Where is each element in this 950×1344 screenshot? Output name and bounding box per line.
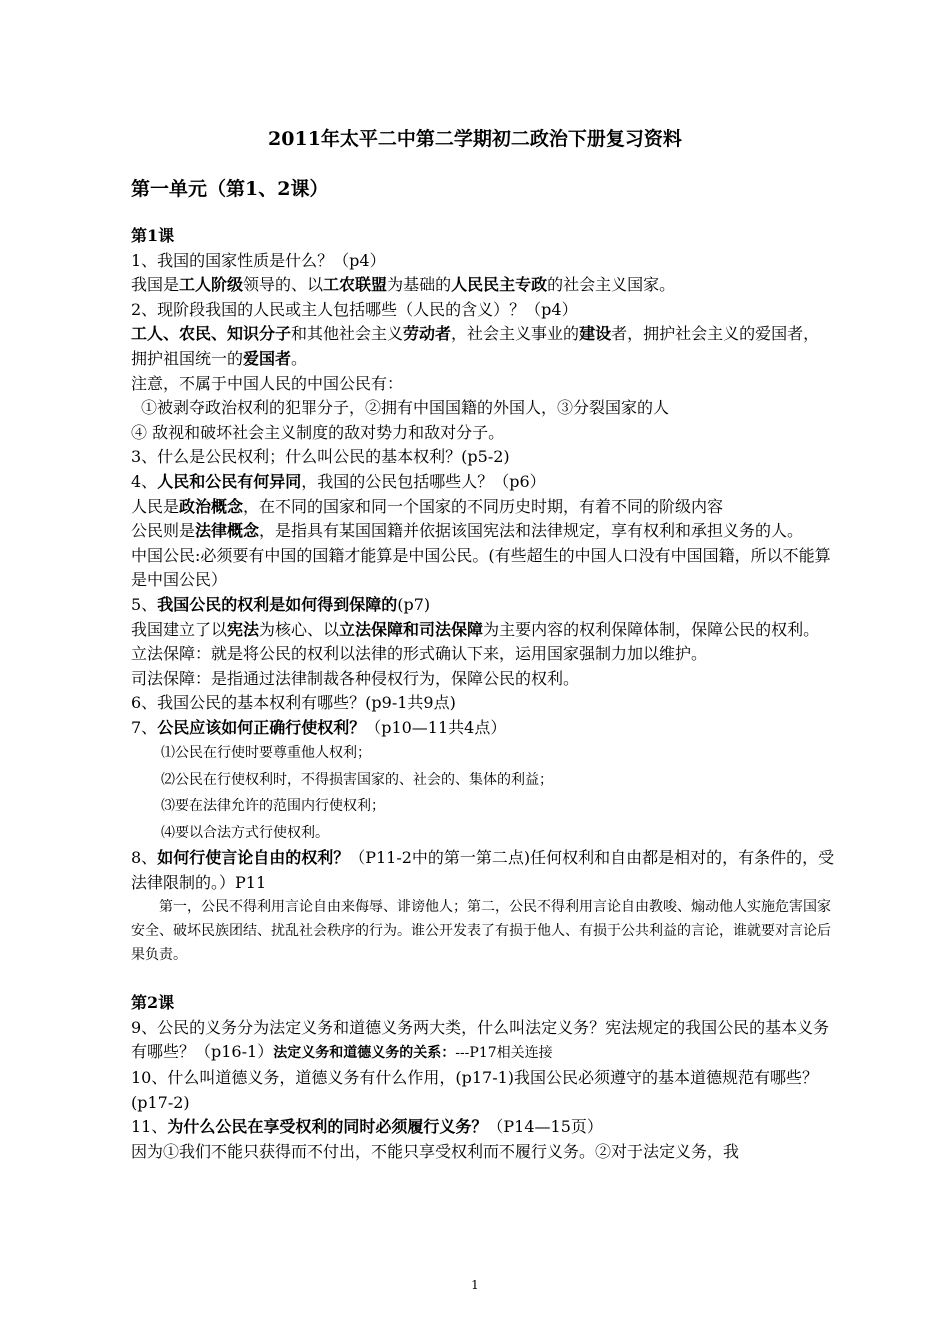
answer-4-people: 人民是政治概念，在不同的国家和同一个国家的不同历史时期，有着不同的阶级内容 — [131, 496, 724, 516]
question-1: 1、我国的国家性质是什么？（p4） — [131, 250, 386, 270]
answer-7-item: ⑵公民在行使权利时，不得损害国家的、社会的、集体的利益； — [161, 771, 553, 788]
page-number: 1 — [471, 1278, 479, 1292]
spacer — [131, 967, 835, 991]
answer-4-chinese-citizen: 中国公民:必须要有中国的国籍才能算是中国公民。(有些超生的中国人口没有中国国籍，所以不能算是中国公民） — [131, 545, 831, 590]
note-line-1: ①被剥夺政治权利的犯罪分子，②拥有中国国籍的外国人，③分裂国家的人 — [141, 398, 670, 418]
lesson-1-heading: 第1课 — [131, 226, 175, 245]
question-3: 3、什么是公民权利；什么叫公民的基本权利？(p5-2) — [131, 447, 510, 467]
answer-5-system: 我国建立了以宪法为核心、以立法保障和司法保障为主要内容的权利保障体制，保障公民的权利。 — [131, 619, 820, 639]
answer-2: 工人、农民、知识分子和其他社会主义劳动者，社会主义事业的建设者，拥护社会主义的爱国者，拥护祖国统一的爱国者。 — [131, 324, 820, 368]
question-2: 2、现阶段我国的人民或主人包括哪些（人民的含义）？（p4） — [131, 299, 578, 319]
question-4: 4、人民和公民有何异同，我国的公民包括哪些人？（p6） — [131, 471, 546, 491]
document-body — [131, 224, 835, 1164]
answer-1: 我国是工人阶级领导的、以工农联盟为基础的人民民主专政的社会主义国家。 — [131, 275, 676, 295]
answer-7-item: ⑷要以合法方式行使权利。 — [161, 824, 329, 841]
document-title: 2011年太平二中第二学期初二政治下册复习资料 — [268, 128, 682, 150]
answer-7-item: ⑶要在法律允许的范围内行使权利； — [161, 798, 385, 815]
note-line-2: ④ 敌视和破坏社会主义制度的敌对势力和敌对分子。 — [131, 422, 505, 442]
answer-8: 第一，公民不得利用言论自由来侮辱、诽谤他人；第二，公民不得利用言论自由教唆、煽动他人实施危害国家安全、破坏民族团结、扰乱社会秩序的行为。谁公开发表了有损于他人、有损于公共利益的言论，谁就要对言论后果负责。 — [131, 899, 831, 964]
answer-11: 因为①我们不能只获得而不付出，不能只享受权利而不履行义务。②对于法定义务，我 — [131, 1141, 740, 1161]
answer-7-item: ⑴公民在行使时要尊重他人权利； — [161, 745, 371, 762]
question-7: 7、公民应该如何正确行使权利？（p10—11共4点） — [131, 717, 507, 737]
question-11: 11、为什么公民在享受权利的同时必须履行义务？（P14—15页） — [131, 1117, 603, 1137]
answer-4-citizen: 公民则是法律概念，是指具有某国国籍并依据该国宪法和法律规定，享有权利和承担义务的人。 — [131, 521, 804, 541]
question-10: 10、什么叫道德义务，道德义务有什么作用，(p17-1)我国公民必须遵守的基本道德规范有哪些？(p17-2) — [131, 1068, 819, 1112]
lesson-2-heading: 第2课 — [131, 993, 175, 1013]
unit-heading: 第一单元（第1、2课） — [131, 178, 329, 200]
answer-5-legislative: 立法保障：就是将公民的权利以法律的形式确认下来，运用国家强制力加以维护。 — [131, 644, 708, 664]
question-5: 5、我国公民的权利是如何得到保障的(p7) — [131, 594, 431, 614]
question-8: 8、如何行使言论自由的权利？（P11-2中的第一第二点)任何权利和自由都是相对的，有条件的，受法律限制的。）P11 — [131, 848, 835, 892]
question-9: 9、公民的义务分为法定义务和道德义务两大类，什么叫法定义务？宪法规定的我国公民的基本义务有哪些？（p16-1）法定义务和道德义务的关系：---P17相关连接 — [131, 1017, 830, 1062]
question-6: 6、我国公民的基本权利有哪些？(p9-1共9点) — [131, 693, 456, 713]
note-heading: 注意，不属于中国人民的中国公民有： — [131, 373, 404, 393]
answer-5-judicial: 司法保障：是指通过法律制裁各种侵权行为，保障公民的权利。 — [131, 668, 580, 688]
